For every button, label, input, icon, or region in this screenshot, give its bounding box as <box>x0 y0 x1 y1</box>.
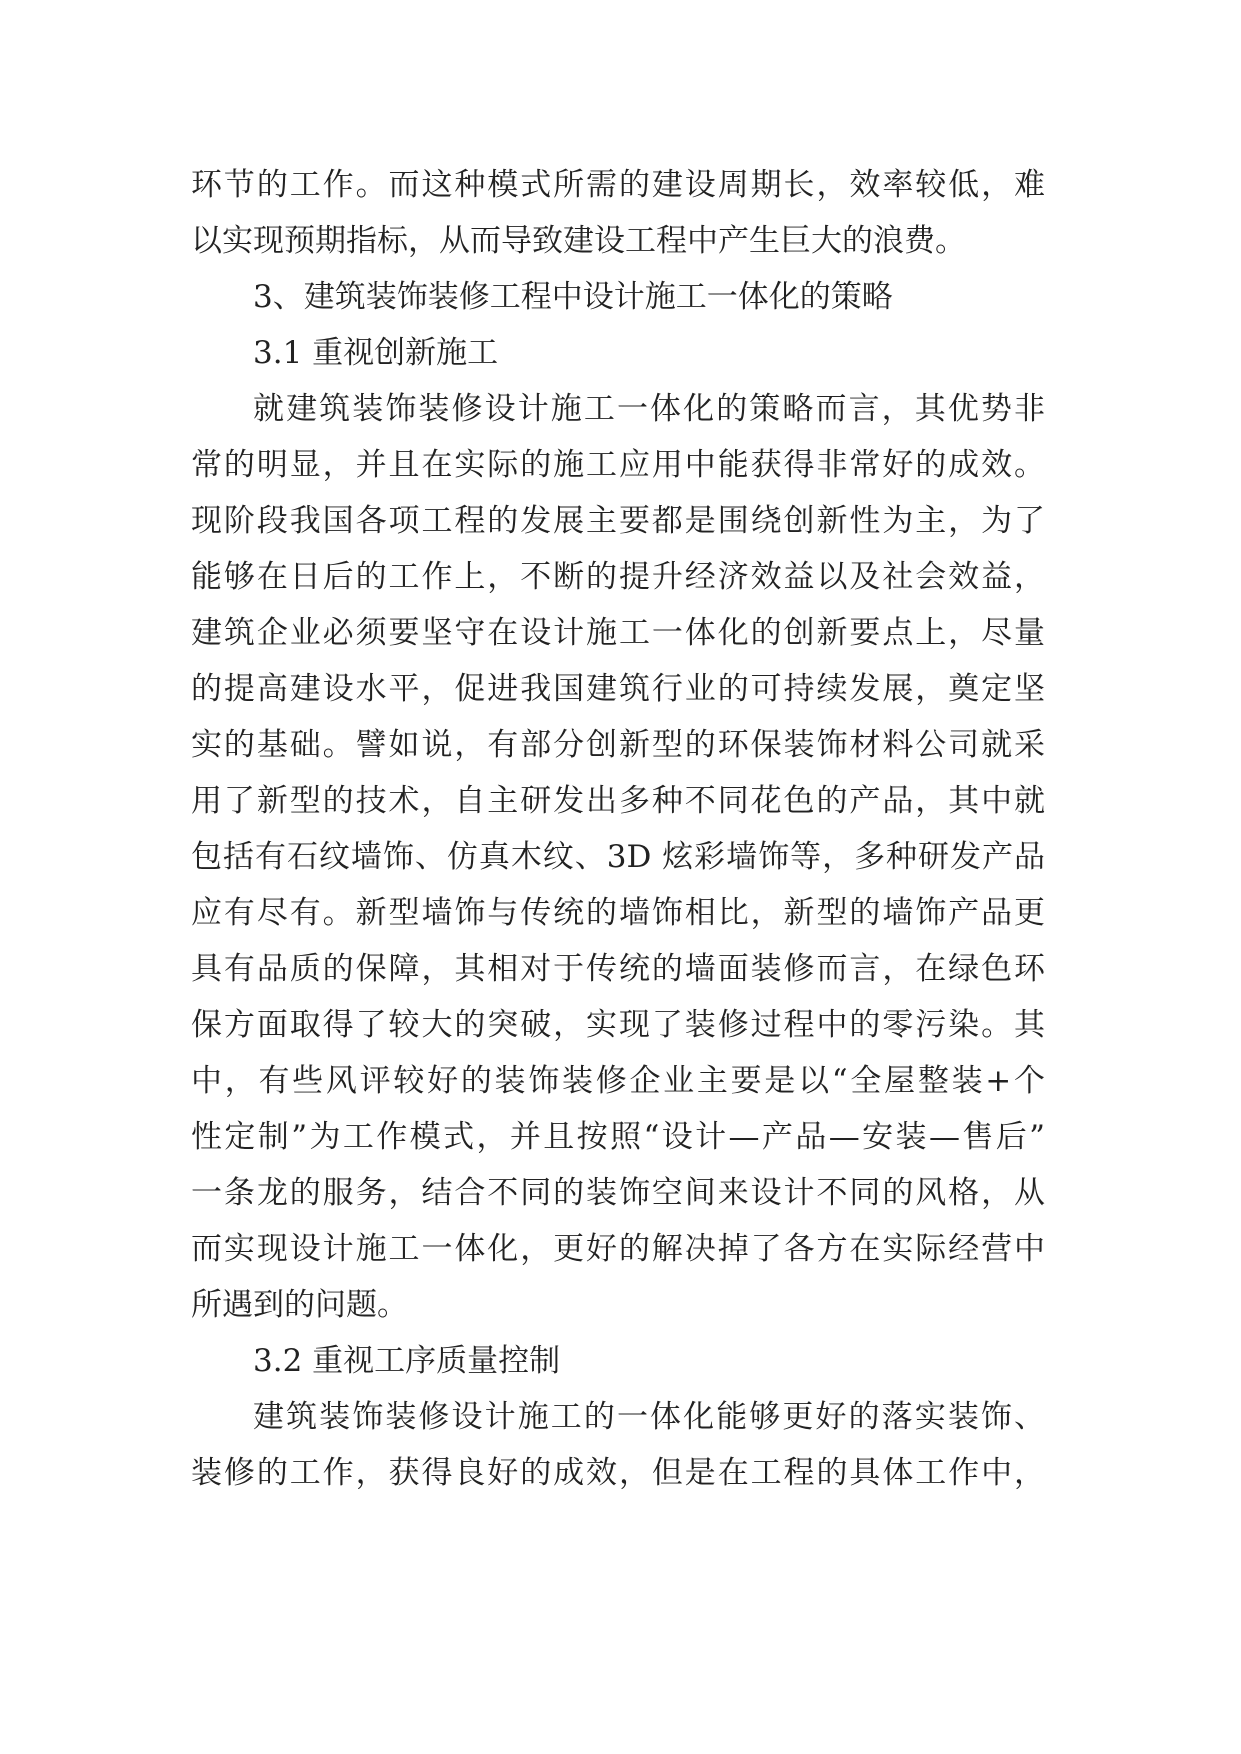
subsection-heading: 3.1 重视创新施工 <box>253 335 499 371</box>
body-text-line: 保方面取得了较大的突破，实现了装修过程中的零污染。其 <box>191 1007 1045 1043</box>
subsection-heading: 3.2 重视工序质量控制 <box>253 1343 561 1379</box>
body-text-line: 一条龙的服务，结合不同的装饰空间来设计不同的风格，从 <box>191 1175 1045 1211</box>
body-text-line: 装修的工作，获得良好的成效，但是在工程的具体工作中， <box>191 1455 1045 1491</box>
body-text-line: 实的基础。譬如说，有部分创新型的环保装饰材料公司就采 <box>191 727 1045 763</box>
body-text-line: 包括有石纹墙饰、仿真木纹、3D 炫彩墙饰等，多种研发产品 <box>191 839 1045 875</box>
body-text-line: 中，有些风评较好的装饰装修企业主要是以“全屋整装+个 <box>191 1063 1045 1099</box>
body-text-line: 所遇到的问题。 <box>191 1287 408 1323</box>
body-text-line: 性定制”为工作模式，并且按照“设计—产品—安装—售后” <box>191 1119 1045 1155</box>
body-text-line: 环节的工作。而这种模式所需的建设周期长，效率较低，难 <box>191 167 1045 203</box>
body-text-line: 能够在日后的工作上，不断的提升经济效益以及社会效益， <box>191 559 1045 595</box>
body-text-line: 现阶段我国各项工程的发展主要都是围绕创新性为主，为了 <box>191 503 1045 539</box>
paragraph-first-line: 就建筑装饰装修设计施工一体化的策略而言，其优势非 <box>253 391 1045 427</box>
body-text-line: 以实现预期指标，从而导致建设工程中产生巨大的浪费。 <box>191 223 966 259</box>
paragraph-first-line: 建筑装饰装修设计施工的一体化能够更好的落实装饰、 <box>253 1399 1045 1435</box>
body-text-line: 常的明显，并且在实际的施工应用中能获得非常好的成效。 <box>191 447 1045 483</box>
body-text-line: 建筑企业必须要坚守在设计施工一体化的创新要点上，尽量 <box>191 615 1045 651</box>
body-text-line: 而实现设计施工一体化，更好的解决掉了各方在实际经营中 <box>191 1231 1045 1267</box>
body-text-line: 具有品质的保障，其相对于传统的墙面装修而言，在绿色环 <box>191 951 1045 987</box>
body-text-line: 应有尽有。新型墙饰与传统的墙饰相比，新型的墙饰产品更 <box>191 895 1045 931</box>
body-text-line: 用了新型的技术，自主研发出多种不同花色的产品，其中就 <box>191 783 1045 819</box>
section-heading: 3、建筑装饰装修工程中设计施工一体化的策略 <box>253 279 893 315</box>
body-text-line: 的提高建设水平，促进我国建筑行业的可持续发展，奠定坚 <box>191 671 1045 707</box>
